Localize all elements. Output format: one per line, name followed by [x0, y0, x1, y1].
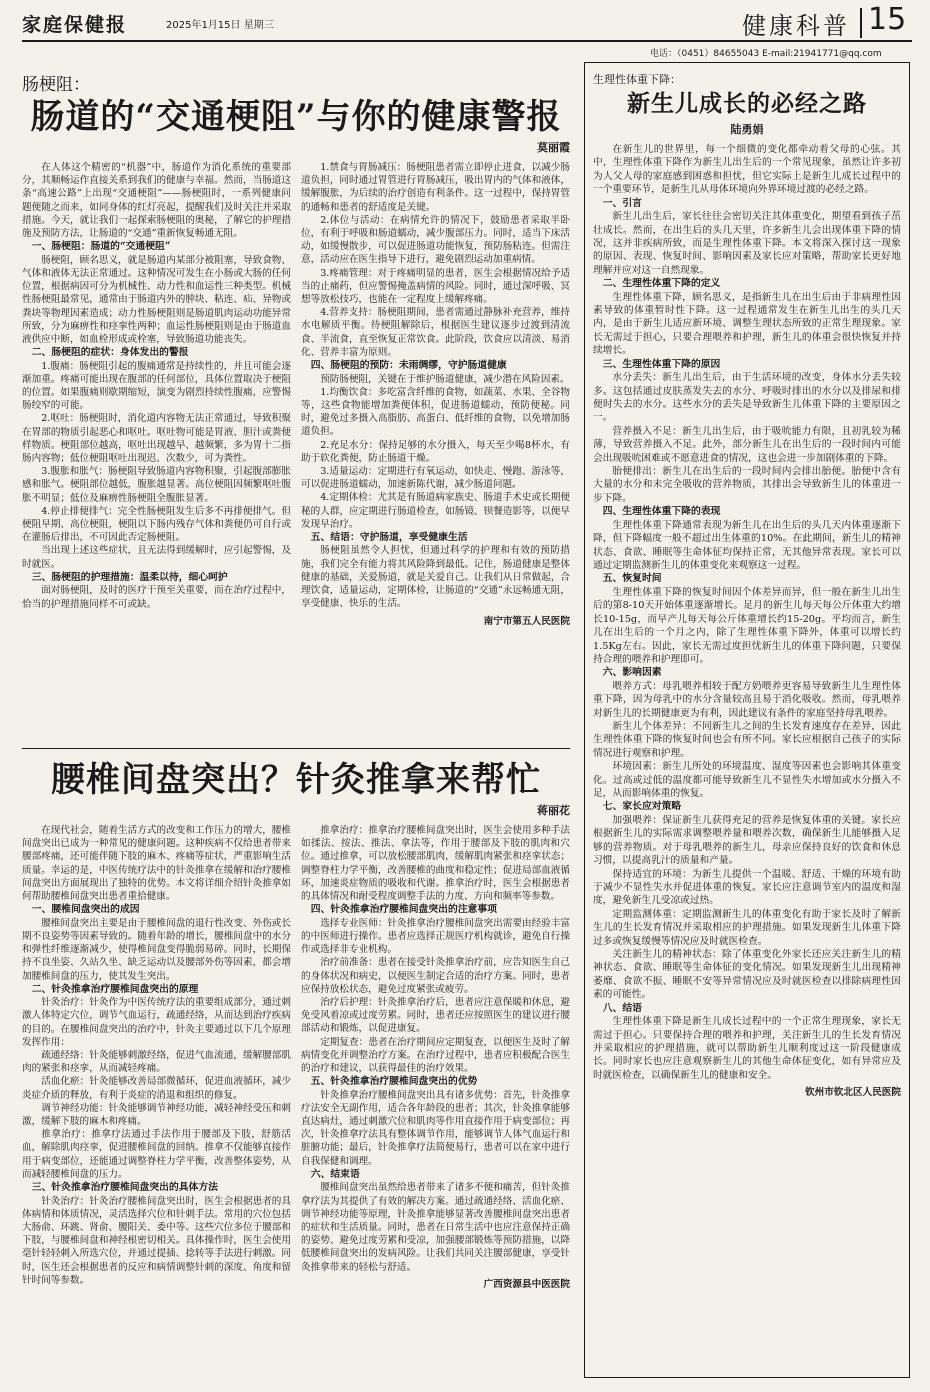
body-paragraph: 生理性体重下降是新生儿成长过程中的一个正常生理现象，家长无需过于担心。只要保持合理的喂养和护理，关注新生儿的生长发育情况并采取相应的护理措施，就可以帮助新生儿顺利度过这一阶段健康成长。同时家长也应注意观察新生儿的其他生命体征变化，如有异常应及时就医检查，以确保新生儿的健康和安全。	[593, 1016, 901, 1081]
body-paragraph: 营养摄入不足：新生儿出生后，由于吸吮能力有限，且初乳较为稀薄，导致营养摄入不足。此外，部分新生儿在出生后的一段时间内可能会出现吸吮困难或不愿意进食的情况，这也会进一步加剧体重的下降。	[593, 425, 901, 464]
section-heading: 三、肠梗阻的护理措施：温柔以待，细心呵护	[31, 571, 228, 583]
article-kicker: 肠梗阻：	[22, 75, 90, 95]
contact-line: 电话：（0451）84655043 E-mail:21941771@qq.com	[650, 49, 882, 59]
article-newborn-weight	[584, 62, 910, 1378]
body-paragraph: 生理性体重下降，顾名思义，是指新生儿在出生后由于非病理性因素导致的体重暂时性下降。这一过程通常发生在新生儿出生的头几天内，是由于新生儿适应新环境、调整生理状态所致的正常生理现象。家长无需过于担心，只要合理喂养和护理，新生儿的体重会很快恢复并持续增长。	[593, 291, 901, 357]
body-paragraph: 3.疼痛管理：对于疼痛明显的患者，医生会根据情况给予适当的止痛药，但应警惕掩盖病情的风险。同时，通过深呼吸、冥想等放松技巧，也能在一定程度上缓解疼痛。	[301, 267, 570, 306]
body-paragraph: 当出现上述这些症状，且无法得到缓解时，应引起警惕，及时就医。	[22, 545, 291, 570]
body-paragraph: 环境因素：新生儿所处的环境温度、湿度等因素也会影响其体重变化。过高或过低的温度都可能导致新生儿不显性失水增加或水分摄入不足，从而影响体重的恢复。	[593, 761, 901, 800]
section-heading: 一、肠梗阻：肠道的“交通梗阻”	[31, 241, 171, 253]
body-paragraph: 定期监测体重：定期监测新生儿的体重变化有助于家长及时了解新生儿的生长发育情况并采取相应的护理措施。如果发现新生儿体重下降过多或恢复缓慢等情况应及时就医检查。	[593, 908, 901, 947]
body-paragraph: 4.定期体检：尤其是有肠道病家族史、肠道手术史或长期便秘的人群，应定期进行肠道检查，如肠镜、钡餐造影等，以便早发现早治疗。	[301, 492, 570, 530]
section-heading: 三、针灸推拿治疗腰椎间盘突出的具体方法	[31, 1182, 218, 1194]
body-paragraph: 推拿治疗：推拿疗法通过手法作用于腰部及下肢，舒筋活血，解除肌肉痉挛，促进腰椎间盘的回纳。推拿不仅能够直接作用于病变部位，还能通过调整脊柱力学平衡，改善整体姿势，从而减轻腰椎间盘的压力。	[22, 1129, 291, 1180]
body-paragraph: 腰椎间盘突出虽然给患者带来了诸多不便和痛苦，但针灸推拿疗法为其提供了有效的解决方案。通过疏通经络、活血化瘀、调节神经功能等原理，针灸推拿能够显著改善腰椎间盘突出患者的症状和生活质量。同时，患者在日常生活中也应注意保持正确的姿势、避免过度劳累和受凉，加强腰部锻炼等预防措施，以降低腰椎间盘突出的发病风险。让我们共同关注腰部健康，享受针灸推拿带来的轻松与舒适。	[301, 1182, 570, 1273]
paper-name: 家庭保健报	[22, 14, 128, 36]
body-paragraph: 在人体这个精密的“机器”中，肠道作为消化系统的重要部分，其顺畅运作直接关系到我们的健康与幸福。然而，当肠道这条“高速公路”上出现“交通梗阻”——肠梗阻时，一系列健康问题便随之而来，如同身体的红灯亮起，提醒我们及时关注并采取措施。今天，就让我们一起探索肠梗阻的奥秘，了解它的护理措施及预防方法，让肠道的“交通”重新恢复畅通无阻。	[22, 162, 291, 240]
body-paragraph: 针灸推拿治疗腰椎间盘突出具有诸多优势：首先，针灸推拿疗法安全无副作用，适合各年龄段的患者；其次，针灸推拿能够直达病灶，通过刺激穴位和肌肉等作用直接作用于病变部位；再次，针灸推拿疗法具有整体调节作用，能够调节人体气血运行和脏腑功能；最后，针灸推拿疗法简便易行，患者可以在家中进行自我保健和调理。	[301, 1089, 570, 1167]
body-paragraph: 腰椎间盘突出主要是由于腰椎间盘的退行性改变、外伤或长期不良姿势等因素导致的。随着年龄的增长，腰椎间盘中的水分和弹性纤维逐渐减少，使得椎间盘变得脆弱易碎。同时，长期保持不良坐姿、久站久坐、缺乏运动以及腰部外伤等因素，都会增加腰椎间盘的压力，使其发生突出。	[22, 917, 291, 982]
body-paragraph: 疏通经络：针灸能够刺激经络，促进气血流通，缓解腰部肌肉的紧张和痉挛，从而减轻疼痛。	[22, 1050, 291, 1075]
section-heading: 六、结束语	[310, 1168, 360, 1180]
issue-date: 2025年1月15日 星期三	[166, 20, 274, 31]
body-paragraph: 生理性体重下降通常表现为新生儿在出生后的头几天内体重逐渐下降，但下降幅度一般不超过出生体重的10%。在此期间，新生儿的精神状态、食欲、睡眠等生命体征均保持正常，无其他异常表现。家长可以通过定期监测新生儿的体重变化来观察这一过程。	[593, 519, 901, 571]
article-lumbar-disc	[22, 760, 570, 1386]
section-heading: 四、针灸推拿治疗腰椎间盘突出的注意事项	[310, 904, 497, 916]
article-column	[301, 161, 570, 718]
body-paragraph: 2.体位与活动：在病情允许的情况下，鼓励患者采取半卧位，有利于呼吸和肠道蠕动，减少腹部压力。同时，适当下床活动，如缓慢散步，可以促进肠道功能恢复，预防肠粘连。但需注意，活动应在医生指导下进行，避免剧烈运动加重病情。	[301, 214, 570, 266]
article-author: 陆勇娟	[730, 123, 764, 136]
body-paragraph: 在现代社会，随着生活方式的改变和工作压力的增大，腰椎间盘突出已成为一种常见的健康问题。这种疾病不仅给患者带来腰部疼痛，还可能伴随下肢的麻木、疼痛等症状，严重影响生活质量。幸运的是，中医传统疗法中的针灸推拿在缓解和治疗腰椎间盘突出方面展现出了独特的优势。本文将详细介绍针灸推拿如何帮助腰椎间盘突出患者重拾健康。	[22, 825, 291, 903]
body-paragraph: 4.营养支持：肠梗阻期间，患者需通过静脉补充营养，维持水电解质平衡。待梗阻解除后，根据医生建议逐步过渡到清流食、半流食，直至恢复正常饮食。此阶段，饮食应以清淡、易消化、营养丰富为原则。	[301, 307, 570, 358]
article-title: 新生儿成长的必经之路	[627, 90, 867, 117]
body-paragraph: 活血化瘀：针灸能够改善局部微循环，促进血液循环，减少炎症介质的释放，有利于炎症的消退和组织的修复。	[22, 1076, 291, 1101]
body-paragraph: 水分丢失：新生儿出生后，由于生活环境的改变，身体水分丢失较多。这包括通过皮肤蒸发失去的水分、呼吸时排出的水分以及排尿和排便时失去的水分。这些水分的丢失是导致新生儿体重下降的主要原因之一。	[593, 372, 901, 424]
body-paragraph: 4.停止排便排气：完全性肠梗阻发生后多不再排便排气。但梗阻早期、高位梗阻，梗阻以下肠内残存气体和粪便仍可自行或在灌肠后排出，不可因此否定肠梗阻。	[22, 505, 291, 544]
top-rule	[22, 40, 912, 42]
section-heading: 一、腰椎间盘突出的成因	[31, 904, 140, 916]
article-column	[22, 161, 291, 718]
section-heading: 八、结语	[602, 1002, 642, 1014]
article-title: 腰椎间盘突出？针灸推拿来帮忙	[51, 760, 541, 800]
article-kicker: 生理性体重下降：	[593, 73, 681, 86]
article-source: 钦州市钦北区人民医院	[805, 1087, 901, 1099]
body-paragraph: 保持适宜的环境：为新生儿提供一个温暖、舒适、干燥的环境有助于减少不显性失水并促进体重的恢复。家长应注意调节室内的温度和湿度，避免新生儿受凉或过热。	[593, 868, 901, 907]
body-paragraph: 新生儿出生后，家长往往会密切关注其体重变化，期望看到孩子茁壮成长。然而，在出生后的头几天里，许多新生儿会出现体重下降的情况，这并非疾病所致，而是生理性体重下降。本文将深入探讨这一现象的原因、表现、恢复时间、影响因素及家长应对策略，帮助家长更好地理解并应对这一自然现象。	[593, 211, 901, 276]
section-heading: 六、影响因素	[602, 667, 662, 679]
body-paragraph: 生理性体重下降的恢复时间因个体差异而异，但一般在新生儿出生后的第8-10天开始体重逐渐增长。足月的新生儿每天每公斤体重大约增长10-15g，而早产儿每天每公斤体重增长约15-20g。平均而言，新生儿在出生后的一个月之内，除了生理性体重下降外，体重可以增长约1.5Kg左右。因此，家长无需过度担忧新生儿的体重下降问题，只要保持合理的喂养和护理即可。	[593, 586, 901, 665]
section-divider	[22, 748, 570, 749]
body-paragraph: 预防肠梗阻，关键在于维护肠道健康，减少潜在风险因素。	[320, 373, 570, 385]
section-title: 健康科普	[742, 12, 850, 40]
body-paragraph: 选择专业医师：针灸推拿治疗腰椎间盘突出需要由经验丰富的中医师进行操作。患者应选择正规医疗机构就诊，避免自行操作或选择非专业机构。	[301, 917, 570, 956]
section-heading: 五、结语：守护肠道，享受健康生活	[310, 531, 468, 543]
body-paragraph: 针灸治疗：针灸作为中医传统疗法的重要组成部分，通过刺激人体特定穴位，调节气血运行，疏通经络，从而达到治疗疾病的目的。在腰椎间盘突出的治疗中，针灸主要通过以下几个原理发挥作用：	[22, 997, 291, 1048]
body-paragraph: 在新生儿的世界里，每一个细微的变化都牵动着父母的心弦。其中，生理性体重下降作为新生儿出生后的一个常见现象，虽然让许多初为人父人母的家庭感到困惑和担忧，但它实际上是新生儿成长过程中的一个重要环节，是新生儿从母体环境向外界环境过渡的必经之路。	[593, 144, 901, 196]
article-source: 南宁市第五人民医院	[483, 615, 570, 627]
article-column	[22, 824, 291, 1386]
body-paragraph: 针灸治疗：针灸治疗腰椎间盘突出时，医生会根据患者的具体病情和体质情况，灵活选择穴位和针刺手法。常用的穴位包括大肠俞、环跳、肾俞、腰阳关、委中等。这些穴位多位于腰部和下肢，与腰椎间盘和神经根密切相关。具体操作时，医生会使用毫针轻轻刺入所选穴位，并通过提插、捻转等手法进行刺激。同时，医生还会根据患者的反应和病情调整针刺的深度、角度和留针时间等参数。	[22, 1195, 291, 1286]
body-paragraph: 新生儿个体差异：不同新生儿之间的生长发育速度存在差异，因此生理性体重下降的恢复时间也会有所不同。家长应根据自己孩子的实际情况进行观察和护理。	[593, 721, 901, 759]
body-paragraph: 加强喂养：保证新生儿获得充足的营养是恢复体重的关键。家长应根据新生儿的实际需求调整喂养量和喂养次数，确保新生儿能够摄入足够的营养物质。对于母乳喂养的新生儿，母亲应保持良好的饮食和休息习惯，以提高乳汁的质量和产量。	[593, 814, 901, 867]
body-paragraph: 推拿治疗：推拿治疗腰椎间盘突出时，医生会使用多种手法如揉法、按法、推法、拿法等，作用于腰部及下肢的肌肉和穴位。通过推拿，可以放松腰部肌肉，缓解肌肉紧张和痉挛状态；调整脊柱力学平衡，改善腰椎的曲度和稳定性；促进局部血液循环，加速炎症物质的吸收和代谢。推拿治疗时，医生会根据患者的具体情况和耐受程度调整手法的力度、方向和频率等参数。	[301, 825, 570, 903]
article-column	[301, 824, 570, 1386]
body-paragraph: 肠梗阻虽然令人担忧，但通过科学的护理和有效的预防措施，我们完全有能力将其风险降到最低。记住，肠道健康是整体健康的基础，关爱肠道，就是关爱自己。让我们从日常做起，合理饮食，适量运动，定期体检，让肠道的“交通”永远畅通无阻，享受健康、快乐的生活。	[301, 545, 570, 610]
body-paragraph: 1.禁食与胃肠减压：肠梗阻患者需立即停止进食，以减少肠道负担，同时通过胃管进行胃肠减压，吸出胃内的气体和液体，缓解腹胀，为后续的治疗创造有利条件。这一过程中，保持胃管的通畅和患者的舒适度是关键。	[301, 162, 570, 213]
article-column	[593, 143, 901, 1098]
article-source: 广西资源县中医医院	[483, 1278, 570, 1290]
body-paragraph: 2.呕吐：肠梗阻时，消化道内容物无法正常通过，导致积聚在胃部的物质引起恶心和呕吐。呕吐物可能是胃液、胆汁或粪便样物质。梗阻部位越高，呕吐出现越早、越频繁，多为胃十二指肠内容物；低位梗阻呕吐出现迟、次数少，可为粪性。	[22, 413, 291, 465]
section-heading: 二、生理性体重下降的定义	[602, 278, 721, 290]
body-paragraph: 3.适量运动：定期进行有氧运动，如快走、慢跑、游泳等，可以促进肠道蠕动，加速新陈代谢，减少肠道问题。	[301, 465, 570, 491]
body-paragraph: 定期复查：患者在治疗期间应定期复查，以便医生及时了解病情变化并调整治疗方案。在治疗过程中，患者应积极配合医生的治疗和建议，以获得最佳的治疗效果。	[301, 1036, 570, 1074]
section-heading: 五、恢复时间	[602, 573, 662, 585]
body-paragraph: 1.腹痛：肠梗阻引起的腹痛通常是持续性的，并且可能会逐渐加重。疼痛可能出现在腹部的任何部位，具体位置取决于梗阻的位置。如果腹痛则歇期缩短，演变为剧烈持续性腹痛，应警惕肠绞窄的可能。	[22, 360, 291, 412]
section-heading: 一、引言	[602, 197, 642, 209]
article-author: 莫丽霞	[537, 141, 570, 154]
body-paragraph: 关注新生儿的精神状态：除了体重变化外家长还应关注新生儿的精神状态、食欲、睡眠等生命体征的变化情况。如果发现新生儿出现精神萎靡、食欲不振、睡眠不安等异常情况应及时就医检查以排除病理性因素的可能性。	[593, 949, 901, 1001]
body-paragraph: 2.充足水分：保持足够的水分摄入，每天至少喝8杯水，有助于软化粪便，防止肠道干燥。	[301, 439, 570, 464]
article-author: 蒋丽花	[537, 804, 570, 817]
body-paragraph: 喂养方式：母乳喂养相较于配方奶喂养更容易导致新生儿生理性体重下降，因为母乳中的水分含量较高且易于消化吸收。然而，母乳喂养对新生儿的长期健康更为有利，因此建议有条件的家庭坚持母乳喂养。	[593, 680, 901, 719]
body-paragraph: 治疗后护理：针灸推拿治疗后，患者应注意保暖和休息，避免受风着凉或过度劳累。同时，患者还应按照医生的建议进行腰部活动和锻炼，以促进康复。	[301, 996, 570, 1035]
section-heading: 四、肠梗阻的预防：未雨绸缪，守护肠道健康	[310, 360, 507, 372]
section-heading: 二、肠梗阻的症状：身体发出的警报	[31, 347, 189, 359]
article-bowel-obstruction	[22, 70, 570, 718]
body-paragraph: 调节神经功能：针灸能够调节神经功能，减轻神经受压和刺激，缓解下肢的麻木和疼痛。	[22, 1102, 291, 1128]
article-title: 肠道的“交通梗阻”与你的健康警报	[30, 97, 562, 137]
page-number: 15	[868, 2, 907, 37]
body-paragraph: 3.腹胀和胀气：肠梗阻导致肠道内容物积聚，引起腹部膨胀感和胀气。梗阻部位越低，腹胀越显著。高位梗阻因频繁呕吐腹胀不明显；低位及麻痹性肠梗阻全腹胀显著。	[22, 466, 291, 504]
section-heading: 四、生理性体重下降的表现	[602, 506, 721, 518]
body-paragraph: 肠梗阻，顾名思义，就是肠道内某部分被阻塞，导致食物、气体和液体无法正常通过。这种情况可发生在小肠或大肠的任何位置，根据病因可分为机械性、动力性和血运性三种类型。机械性肠梗阻最常见，通常由于肠道内外的肿块、粘连、疝、异物或粪块等物理因素造成；动力性肠梗阻则是肠道肌肉运动功能异常所致，分为麻痹性和痉挛性两种；血运性肠梗阻则是由于肠道血液供应中断，如血栓形成或栓塞，导致肠道功能丧失。	[22, 254, 291, 345]
section-heading: 七、家长应对策略	[602, 801, 682, 813]
masthead-divider	[860, 8, 862, 38]
section-heading: 五、针灸推拿治疗腰椎间盘突出的优势	[310, 1076, 478, 1088]
body-paragraph: 1.均衡饮食：多吃富含纤维的食物，如蔬菜、水果、全谷物等，这些食物能增加粪便体积，促进肠道蠕动，预防便秘。同时，避免过多摄入高脂肪、高蛋白、低纤维的食物，以免增加肠道负担。	[301, 386, 570, 438]
body-paragraph: 胎便排出：新生儿在出生后的一段时间内会排出胎便。胎便中含有大量的水分和未完全吸收的营养物质，其排出会导致新生儿的体重进一步下降。	[593, 466, 901, 504]
body-paragraph: 治疗前准备：患者在接受针灸推拿治疗前，应告知医生自己的身体状况和病史，以便医生制定合适的治疗方案。同时，患者应保持放松状态，避免过度紧张或疲劳。	[301, 957, 570, 995]
section-heading: 二、针灸推拿治疗腰椎间盘突出的原理	[31, 983, 199, 995]
section-heading: 三、生理性体重下降的原因	[602, 358, 721, 370]
body-paragraph: 面对肠梗阻，及时的医疗干预至关重要，而在治疗过程中，恰当的护理措施同样不可或缺。	[22, 585, 291, 610]
